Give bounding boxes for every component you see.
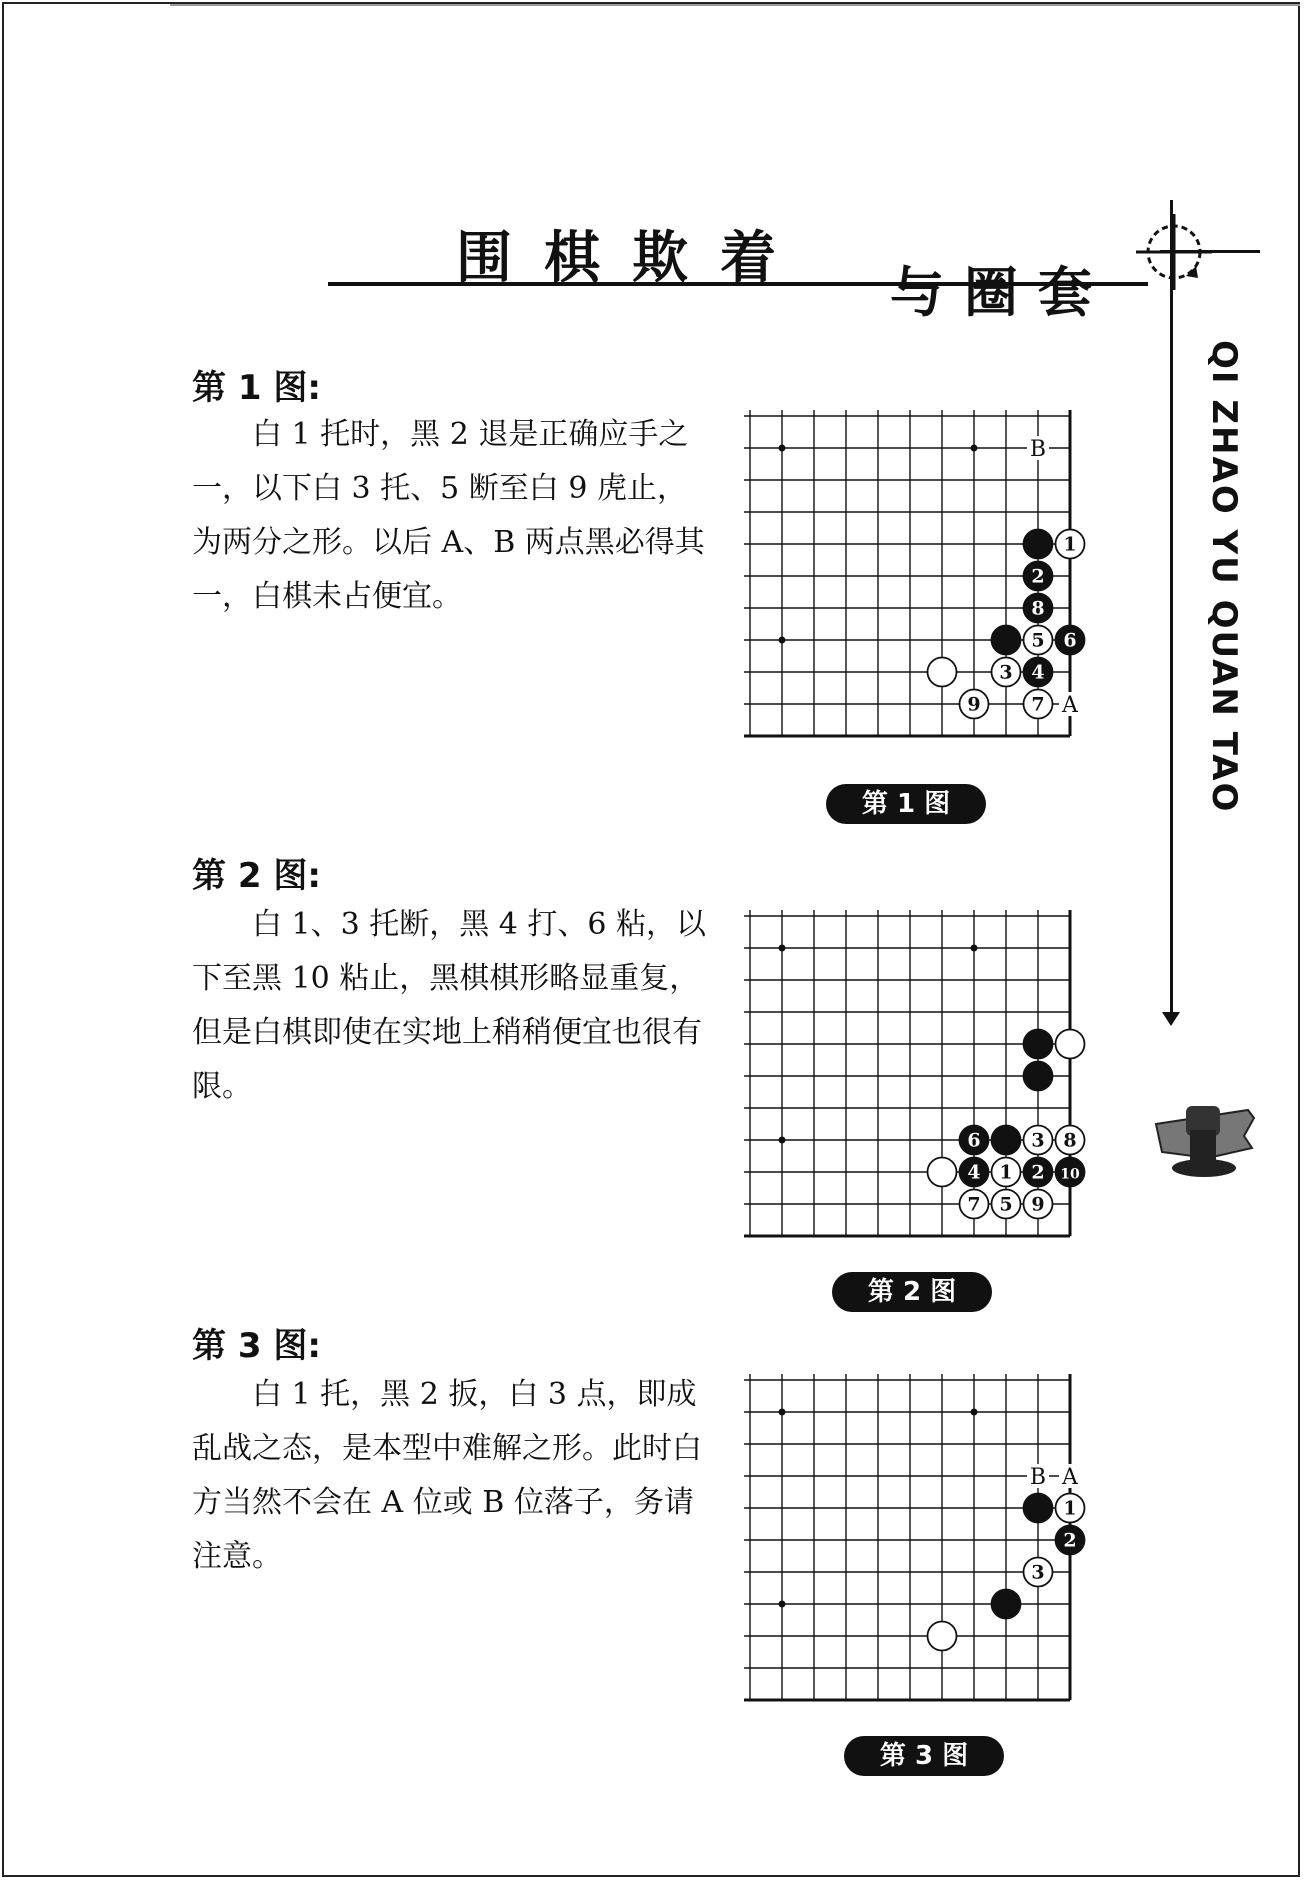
star-point [779,1137,786,1144]
point-label: B [1029,437,1047,462]
black-stone [1056,626,1085,655]
move-number: 3 [1031,1129,1045,1152]
black-stone [992,1590,1021,1619]
move-number: 9 [1031,1193,1045,1216]
section-2-body: 白 1、3 托断，黑 4 打、6 粘，以下至黑 10 粘止，黑棋棋形略显重复，但是白棋即使在实地上稍稍便宜也很有限。 [192,907,707,1104]
pinyin-title: QI ZHAO YU QUAN TAO [1204,340,1244,814]
down-arrow-icon [1162,1012,1180,1026]
diagram-1-caption: 第 1 图 [826,784,986,824]
point-label: A [1062,1465,1078,1490]
white-stone [992,658,1021,687]
move-number: 6 [1063,629,1077,652]
go-diagram-2 [744,910,1080,1242]
move-number: 1 [999,1161,1013,1184]
move-number: 1 [1063,1497,1077,1520]
white-stone [1056,1030,1085,1059]
go-diagram-1 [744,410,1076,742]
point-label: A [1062,693,1078,718]
move-number: 2 [1031,565,1045,588]
black-stone [1024,1494,1053,1523]
diagram-3-caption: 第 3 图 [844,1736,1004,1776]
black-stone [960,1158,989,1187]
black-stone [992,626,1021,655]
black-stone [992,1126,1021,1155]
white-stone [960,690,989,719]
black-stone [1056,1158,1085,1187]
move-number: 4 [967,1161,981,1184]
white-stone [928,658,957,687]
move-number: 10 [1060,1166,1080,1183]
move-number: 5 [1031,629,1045,652]
move-number: 2 [1031,1161,1045,1184]
book-title: 围棋欺着 [456,226,808,291]
white-stone [928,1158,957,1187]
white-stone [928,1622,957,1651]
move-number: 9 [967,693,981,716]
black-stone [1024,530,1053,559]
move-number: 4 [1031,661,1045,684]
black-stone [1024,658,1053,687]
diagram-2-caption: 第 2 图 [832,1272,992,1312]
move-number: 7 [967,1193,981,1216]
black-stone [1056,1526,1085,1555]
white-stone [1056,530,1085,559]
compass-icon [1136,214,1212,290]
side-vertical-rule [1170,200,1173,1020]
black-stone [960,1126,989,1155]
star-point [779,637,786,644]
move-number: 5 [999,1193,1013,1216]
white-stone [1056,1126,1085,1155]
point-label: B [1029,1465,1047,1490]
white-stone [1024,626,1053,655]
white-stone [1024,1190,1053,1219]
star-point [779,945,786,952]
book-subtitle: 与圈套 [890,261,1112,324]
move-number: 3 [999,661,1013,684]
black-stone [1024,1158,1053,1187]
star-point [779,1409,786,1416]
black-stone [1024,562,1053,591]
section-2-heading: 第 2 图: [192,856,321,896]
white-stone [1024,1558,1053,1587]
white-stone [1024,690,1053,719]
white-stone [1024,1126,1053,1155]
black-stone [1024,1062,1053,1091]
section-1-body: 白 1 托时，黑 2 退是正确应手之一，以下白 3 托、5 断至白 9 虎止，为两分之形。以后 A、B 两点黑必得其一，白棋未占便宜。 [192,417,705,614]
white-stone [992,1158,1021,1187]
star-point [779,1601,786,1608]
move-number: 7 [1031,693,1045,716]
star-point [779,445,786,452]
section-3-body: 白 1 托，黑 2 扳，白 3 点，即成乱战之态，是本型中难解之形。此时白方当然不会在 A 位或 B 位落子，务请注意。 [192,1377,702,1574]
move-number: 2 [1063,1529,1077,1552]
white-stone [992,1190,1021,1219]
black-stone [1024,1030,1053,1059]
move-number: 8 [1031,597,1045,620]
star-point [971,445,978,452]
white-stone [1056,1494,1085,1523]
section-3-heading: 第 3 图: [192,1326,321,1366]
black-stone [1024,594,1053,623]
top-rule [170,4,1300,6]
section-1-heading: 第 1 图: [192,368,321,408]
go-diagram-3 [744,1374,1076,1706]
go-bowl-icon [1148,1096,1260,1182]
star-point [971,1409,978,1416]
move-number: 1 [1063,533,1077,556]
move-number: 6 [967,1129,981,1152]
move-number: 3 [1031,1561,1045,1584]
move-number: 8 [1063,1129,1077,1152]
star-point [971,945,978,952]
white-stone [960,1190,989,1219]
